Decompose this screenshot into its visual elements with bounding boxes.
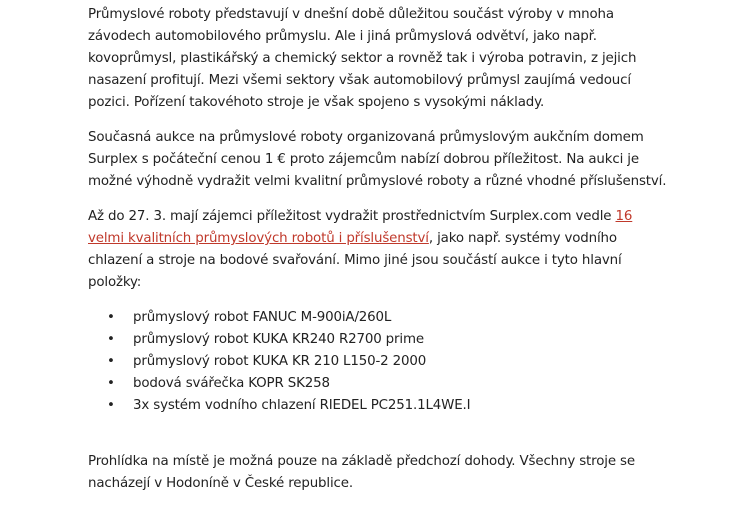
list-item-text: průmyslový robot FANUC M-900iA/260L — [133, 310, 392, 325]
bullet-icon: • — [107, 354, 115, 369]
list-item — [107, 307, 668, 329]
list-item — [107, 351, 668, 373]
list-item — [107, 395, 668, 417]
deadline-text-after: , jako např. systémy vodního chlazení a stroje na bodové svařování. Mimo jiné jsou součástí aukce i tyto hlavní položky: — [88, 231, 622, 290]
spacer — [88, 417, 668, 451]
intro-paragraph: Průmyslové roboty představují v dnešní době důležitou součást výroby v mnoha závodech automobilového průmyslu. Ale i jiná průmyslová odvětví, jako např. kovoprůmysl, plastikářský a chemický sektor a rovněž tak i výroba potravin, z jejich nasazení profitují. Mezi všemi sektory však automobilový průmysl zaujímá vedoucí pozici. Pořízení takovéhoto stroje je však spojeno s vysokými náklady. — [88, 7, 637, 110]
article-body — [88, 4, 668, 508]
bullet-icon: • — [107, 310, 115, 325]
auction-paragraph: Současná aukce na průmyslové roboty organizovaná průmyslovým aukčním domem Surplex s počáteční cenou 1 € proto zájemcům nabízí dobrou příležitost. Na aukci je možné výhodně vydražit velmi kvalitní průmyslové roboty a různé vhodné příslušenství. — [88, 130, 667, 189]
list-item-text: 3x systém vodního chlazení RIEDEL PC251.1L4WE.I — [133, 398, 471, 413]
list-item-text: průmyslový robot KUKA KR 210 L150-2 2000 — [133, 354, 427, 369]
list-item-text: průmyslový robot KUKA KR240 R2700 prime — [133, 332, 424, 347]
bullet-icon: • — [107, 332, 115, 347]
deadline-paragraph — [88, 206, 668, 294]
main-items-list — [88, 307, 668, 417]
list-item — [107, 329, 668, 351]
robots-link[interactable]: 16 velmi kvalitních průmyslových robotů i příslušenství — [88, 209, 633, 246]
bullet-icon: • — [107, 398, 115, 413]
list-item — [107, 373, 668, 395]
bullet-icon: • — [107, 376, 115, 391]
deadline-text-before: Až do 27. 3. mají zájemci příležitost vydražit prostřednictvím Surplex.com vedle — [88, 209, 616, 224]
list-item-text: bodová svářečka KOPR SK258 — [133, 376, 330, 391]
closing-paragraph: Prohlídka na místě je možná pouze na základě předchozí dohody. Všechny stroje se nacházejí v Hodoníně v České republice. — [88, 454, 635, 491]
